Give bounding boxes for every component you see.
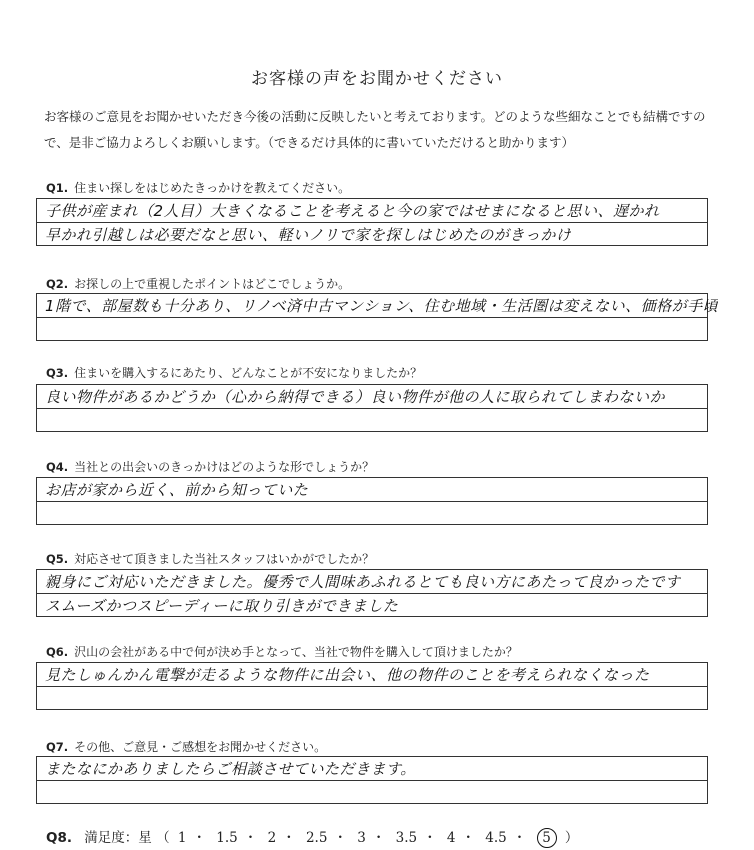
satisfaction-rating: Q8. 満足度：星 （ 1 ・ 1.5 ・ 2 ・ 2.5 ・ 3 ・ 3.5 ・ 4 ・ 4.5 ・ 5 ） <box>46 830 579 846</box>
intro-text: お客様のご意見をお聞かせいただき今後の活動に反映したいと考えております。どのような些細なことでも結構ですので、是非ご協力よろしくお願いします。（できるだけ具体的に書いていただけると助かります） <box>44 109 706 150</box>
question-number: Q6. <box>46 645 69 659</box>
answer-box-7 <box>36 756 708 804</box>
question-3 <box>46 364 422 381</box>
answer-line: 良い物件があるかどうか（心から納得できる）良い物件が他の人に取られてしまわないか <box>45 388 666 406</box>
question-number: Q8. <box>46 830 72 846</box>
question-number: Q7. <box>46 740 69 754</box>
rating-option[interactable]: 1.5 <box>216 830 238 846</box>
divider <box>37 780 707 781</box>
divider <box>37 408 707 409</box>
question-text: 当社との出会いのきっかけはどのような形でしょうか？ <box>74 460 375 474</box>
divider <box>37 686 707 687</box>
answer-box-5 <box>36 569 708 617</box>
question-number: Q5. <box>46 552 69 566</box>
answer-line: 親身にご対応いただきました。優秀で人間味あふれるとても良い方にあたって良かったです <box>45 573 681 591</box>
question-1 <box>46 179 350 196</box>
question-2 <box>46 275 350 292</box>
answer-box-1 <box>36 198 708 246</box>
question-text: その他、ご意見・ご感想をお聞かせください。 <box>74 740 327 754</box>
question-number: Q4. <box>46 460 69 474</box>
answer-box-3 <box>36 384 708 432</box>
rating-open-paren: （ <box>156 830 170 846</box>
question-5 <box>46 550 374 567</box>
question-text: お探しの上で重視したポイントはどこでしょうか。 <box>74 277 351 291</box>
answer-line: お店が家から近く、前から知っていた <box>45 481 309 499</box>
divider <box>37 501 707 502</box>
question-6 <box>46 643 518 660</box>
answer-line: 見たしゅんかん電撃が走るような物件に出会い、他の物件のことを考えられなくなった <box>45 666 650 684</box>
answer-line: 子供が産まれ（2人目）大きくなることを考えると今の家ではせまになると思い、遅かれ <box>45 202 660 220</box>
rating-option[interactable]: 3 <box>357 830 366 846</box>
question-number: Q2. <box>46 277 69 291</box>
rating-option[interactable]: 2.5 <box>305 830 328 846</box>
question-number: Q1. <box>46 181 69 195</box>
divider <box>37 593 707 594</box>
answer-line: スムーズかつスピーディーに取り引きができました <box>45 597 399 615</box>
rating-option[interactable]: 1 <box>177 830 187 846</box>
rating-option-selected[interactable]: 5 <box>537 828 557 848</box>
answer-line: 早かれ引越しは必要だなと思い、軽いノリで家を探しはじめたのがきっかけ <box>45 226 572 244</box>
answer-box-2 <box>36 293 719 341</box>
rating-option[interactable]: 3.5 <box>395 830 418 846</box>
answer-box-6 <box>36 662 708 710</box>
rating-prefix: 満足度：星 <box>84 830 152 846</box>
divider <box>37 222 707 223</box>
question-text: 沢山の会社がある中で何が決め手となって、当社で物件を購入して頂けましたか？ <box>74 645 518 659</box>
question-text: 対応させて頂きました当社スタッフはいかがでしたか？ <box>74 552 375 566</box>
rating-option[interactable]: 4.5 <box>485 830 507 846</box>
page-title: お客様の声をお聞かせください <box>251 69 503 89</box>
question-7 <box>46 738 326 755</box>
answer-box-4 <box>36 477 708 525</box>
question-4 <box>46 458 374 475</box>
rating-option[interactable]: 4 <box>446 830 456 846</box>
question-text: 住まい探しをはじめたきっかけを教えてください。 <box>74 181 351 195</box>
question-text: 住まいを購入するにあたり、どんなことが不安になりましたか？ <box>74 366 423 380</box>
divider <box>37 317 707 318</box>
rating-close-paren: ） <box>564 830 579 846</box>
rating-option[interactable]: 2 <box>267 830 277 846</box>
answer-line: またなにかありましたらご相談させていただきます。 <box>45 760 416 778</box>
answer-line: 1階で、部屋数も十分あり、リノベ済中古マンション、住む地域・生活圏は変えない、価格が手頃 <box>45 297 719 315</box>
question-number: Q3. <box>46 366 69 380</box>
